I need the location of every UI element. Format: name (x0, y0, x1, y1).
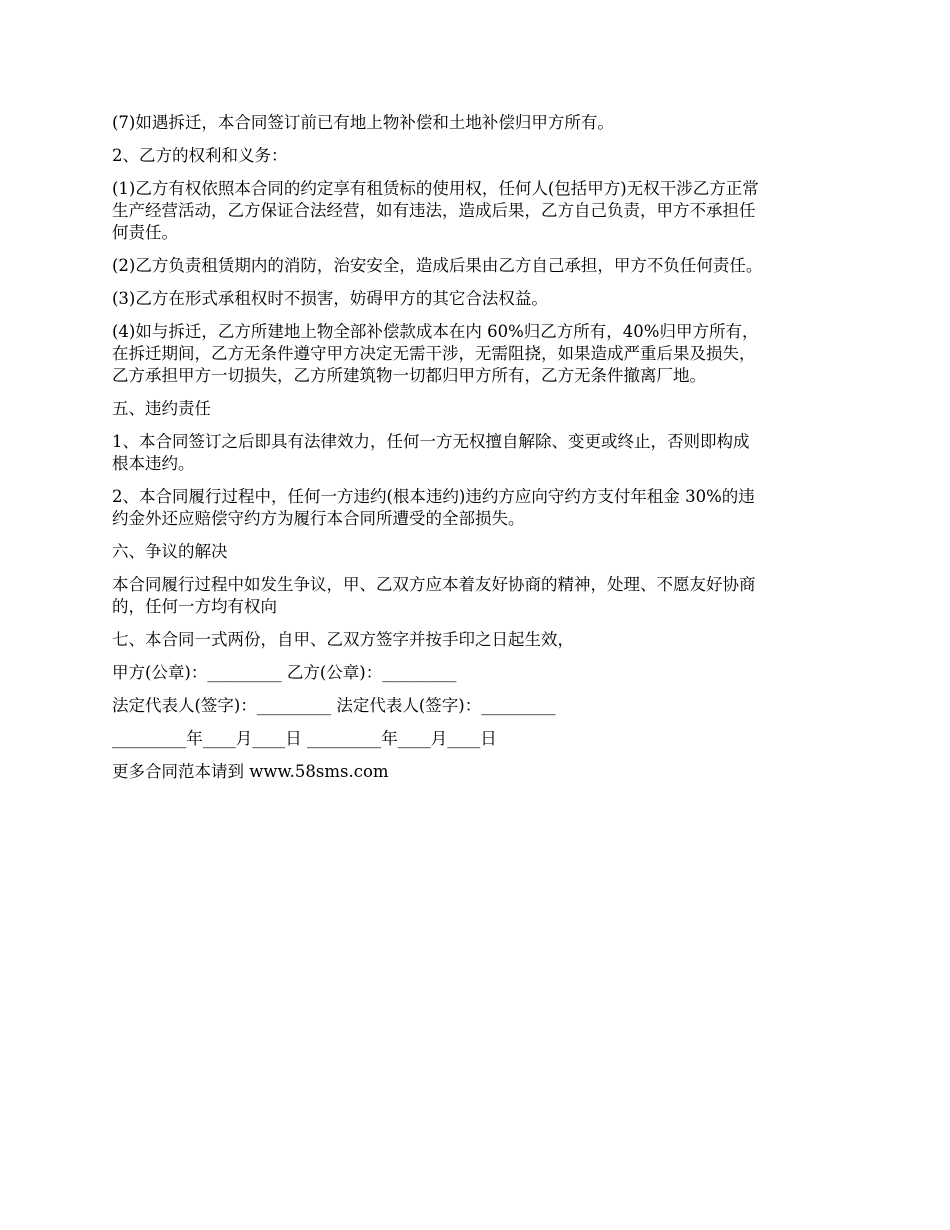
text-line: (4)如与拆迁，乙方所建地上物全部补偿款成本在内 60%归乙方所有，40%归甲方所有， (112, 322, 759, 341)
text-line: 更多合同范本请到 www.58sms.com (112, 762, 389, 781)
text-line: (2)乙方负责租赁期内的消防，治安安全，造成后果由乙方自己承担，甲方不负任何责任。 (112, 256, 763, 275)
text-line: 2、本合同履行过程中，任何一方违约(根本违约)违约方应向守约方支付年租金 30%的违 (112, 487, 755, 506)
paragraph (112, 431, 842, 475)
text-line: 法定代表人(签字)：_________ 法定代表人(签字)：_________ (112, 696, 556, 715)
paragraph (112, 574, 842, 618)
paragraph (112, 541, 842, 563)
text-line: 约金外还应赔偿守约方为履行本合同所遭受的全部损失。 (112, 509, 525, 528)
text-line: 七、本合同一式两份，自甲、乙双方签字并按手印之日起生效， (112, 630, 574, 649)
paragraph (112, 178, 842, 244)
paragraph (112, 255, 842, 277)
paragraph (112, 761, 842, 783)
text-line: 乙方承担甲方一切损失，乙方所建筑物一切都归甲方所有，乙方无条件撤离厂地。 (112, 366, 706, 385)
text-line: 生产经营活动，乙方保证合法经营，如有违法，造成后果，乙方自己负责，甲方不承担任 (112, 201, 756, 220)
paragraph (112, 145, 842, 167)
paragraph (112, 321, 842, 387)
text-line: 根本违约。 (112, 454, 195, 473)
text-line: 本合同履行过程中如发生争议，甲、乙双方应本着友好协商的精神，处理、不愿友好协商 (112, 575, 756, 594)
text-line: 2、乙方的权利和义务： (112, 146, 288, 165)
paragraph (112, 288, 842, 310)
text-line: 五、违约责任 (112, 399, 211, 418)
text-line: (1)乙方有权依照本合同的约定享有租赁标的使用权，任何人(包括甲方)无权干涉乙方正常 (112, 179, 759, 198)
paragraph (112, 662, 842, 684)
document-page (112, 112, 842, 794)
text-line: (3)乙方在形式承租权时不损害，妨碍甲方的其它合法权益。 (112, 289, 548, 308)
text-line: 在拆迁期间，乙方无条件遵守甲方决定无需干涉，无需阻挠，如果造成严重后果及损失， (112, 344, 756, 363)
text-line: 的，任何一方均有权向 (112, 597, 277, 616)
text-line: (7)如遇拆迁，本合同签订前已有地上物补偿和土地补偿归甲方所有。 (112, 113, 614, 132)
paragraph (112, 486, 842, 530)
paragraph (112, 728, 842, 750)
text-line: 何责任。 (112, 223, 178, 242)
paragraph (112, 629, 842, 651)
paragraph (112, 112, 842, 134)
text-line: 六、争议的解决 (112, 542, 228, 561)
paragraph (112, 695, 842, 717)
text-line: 1、本合同签订之后即具有法律效力，任何一方无权擅自解除、变更或终止，否则即构成 (112, 432, 750, 451)
paragraph (112, 398, 842, 420)
text-line: 甲方(公章)：_________ 乙方(公章)：_________ (112, 663, 457, 682)
text-line: _________年____月____日 _________年____月____日 (112, 729, 497, 748)
